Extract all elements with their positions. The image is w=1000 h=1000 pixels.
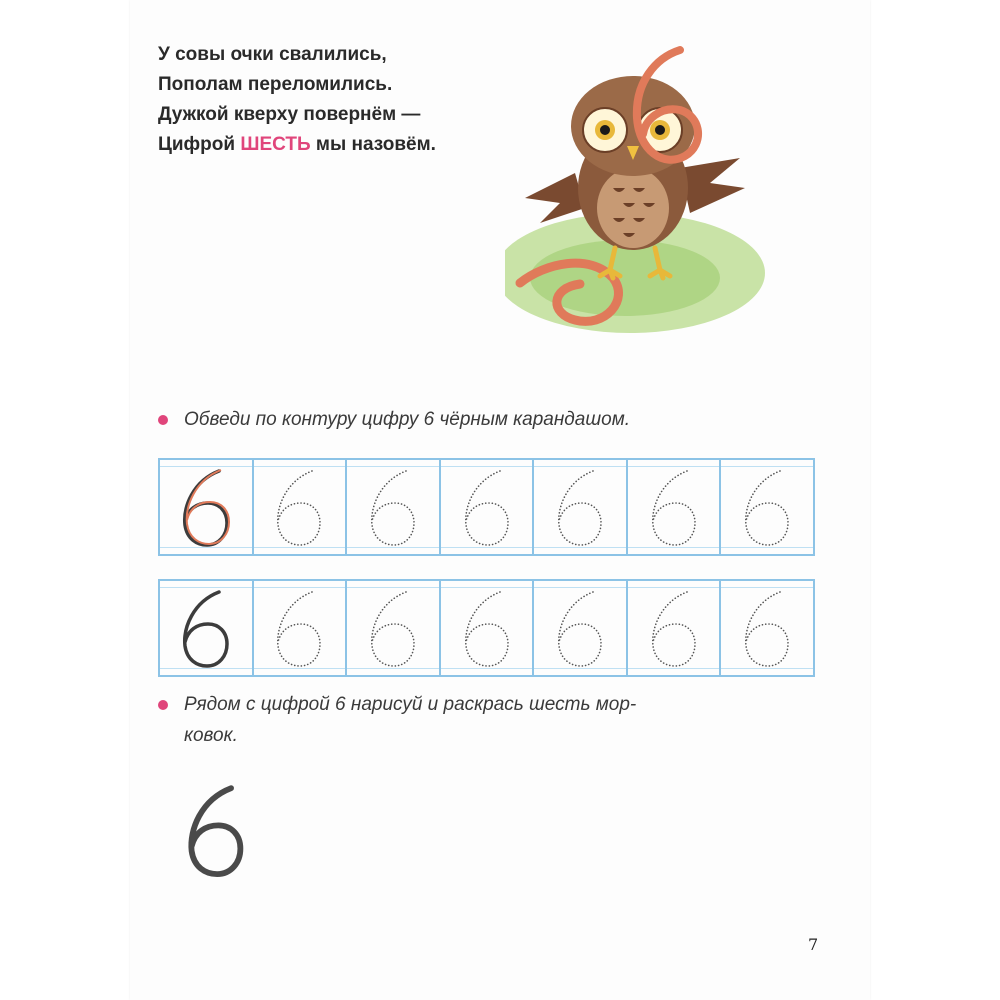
digit-cell[interactable]: [160, 460, 254, 554]
digit-cell[interactable]: [254, 581, 348, 675]
dotted-six-icon: [549, 467, 611, 547]
trace-row-2: [158, 579, 815, 677]
workbook-page: [130, 0, 870, 1000]
digit-cell[interactable]: [628, 460, 722, 554]
poem-line-3: Дужкой кверху повернём —: [158, 104, 421, 125]
dotted-six-icon: [362, 588, 424, 668]
dotted-six-icon: [456, 588, 518, 668]
digit-cell[interactable]: [534, 581, 628, 675]
poem-line-4: [158, 130, 436, 160]
digit-cell[interactable]: [441, 581, 535, 675]
poem-line-4-end: мы назовём.: [310, 134, 436, 155]
dotted-six-icon: [549, 588, 611, 668]
poem: [158, 40, 436, 160]
digit-cell[interactable]: [441, 460, 535, 554]
large-digit-six: [180, 775, 252, 885]
task-draw-text-line-2: ковок.: [184, 725, 238, 746]
dotted-six-icon: [268, 467, 330, 547]
digit-cell[interactable]: [347, 460, 441, 554]
dotted-six-icon: [268, 588, 330, 668]
digit-cell[interactable]: [721, 460, 813, 554]
dotted-six-icon: [736, 588, 798, 668]
owl-wing-left: [525, 173, 585, 223]
digit-cell[interactable]: [534, 460, 628, 554]
digit-cell[interactable]: [254, 460, 348, 554]
poem-line-1: У совы очки свалились,: [158, 44, 387, 65]
dotted-six-icon: [643, 588, 705, 668]
bullet-icon: [158, 700, 168, 710]
dotted-six-icon: [643, 467, 705, 547]
digit-cell[interactable]: [347, 581, 441, 675]
task-trace-text: Обведи по контуру цифру 6 чёрным карандашом.: [184, 409, 630, 430]
owl-wing-right: [680, 158, 745, 213]
task-draw-text-line-1: Рядом с цифрой 6 нарисуй и раскрась шесть мор-: [184, 694, 637, 715]
dotted-six-icon: [362, 467, 424, 547]
digit-cell[interactable]: [721, 581, 813, 675]
dotted-six-icon: [736, 467, 798, 547]
poem-line-4-start: Цифрой: [158, 134, 241, 155]
page-number: 7: [808, 935, 819, 954]
owl-illustration: [505, 38, 765, 338]
digit-cell[interactable]: [628, 581, 722, 675]
solid-six-icon: [175, 467, 237, 547]
trace-row-1: [158, 458, 815, 556]
digit-cell[interactable]: [160, 581, 254, 675]
solid-six-icon: [175, 588, 237, 668]
bullet-icon: [158, 415, 168, 425]
poem-line-2: Пополам переломились.: [158, 74, 393, 95]
poem-highlight-word: ШЕСТЬ: [240, 134, 311, 155]
dotted-six-icon: [456, 467, 518, 547]
